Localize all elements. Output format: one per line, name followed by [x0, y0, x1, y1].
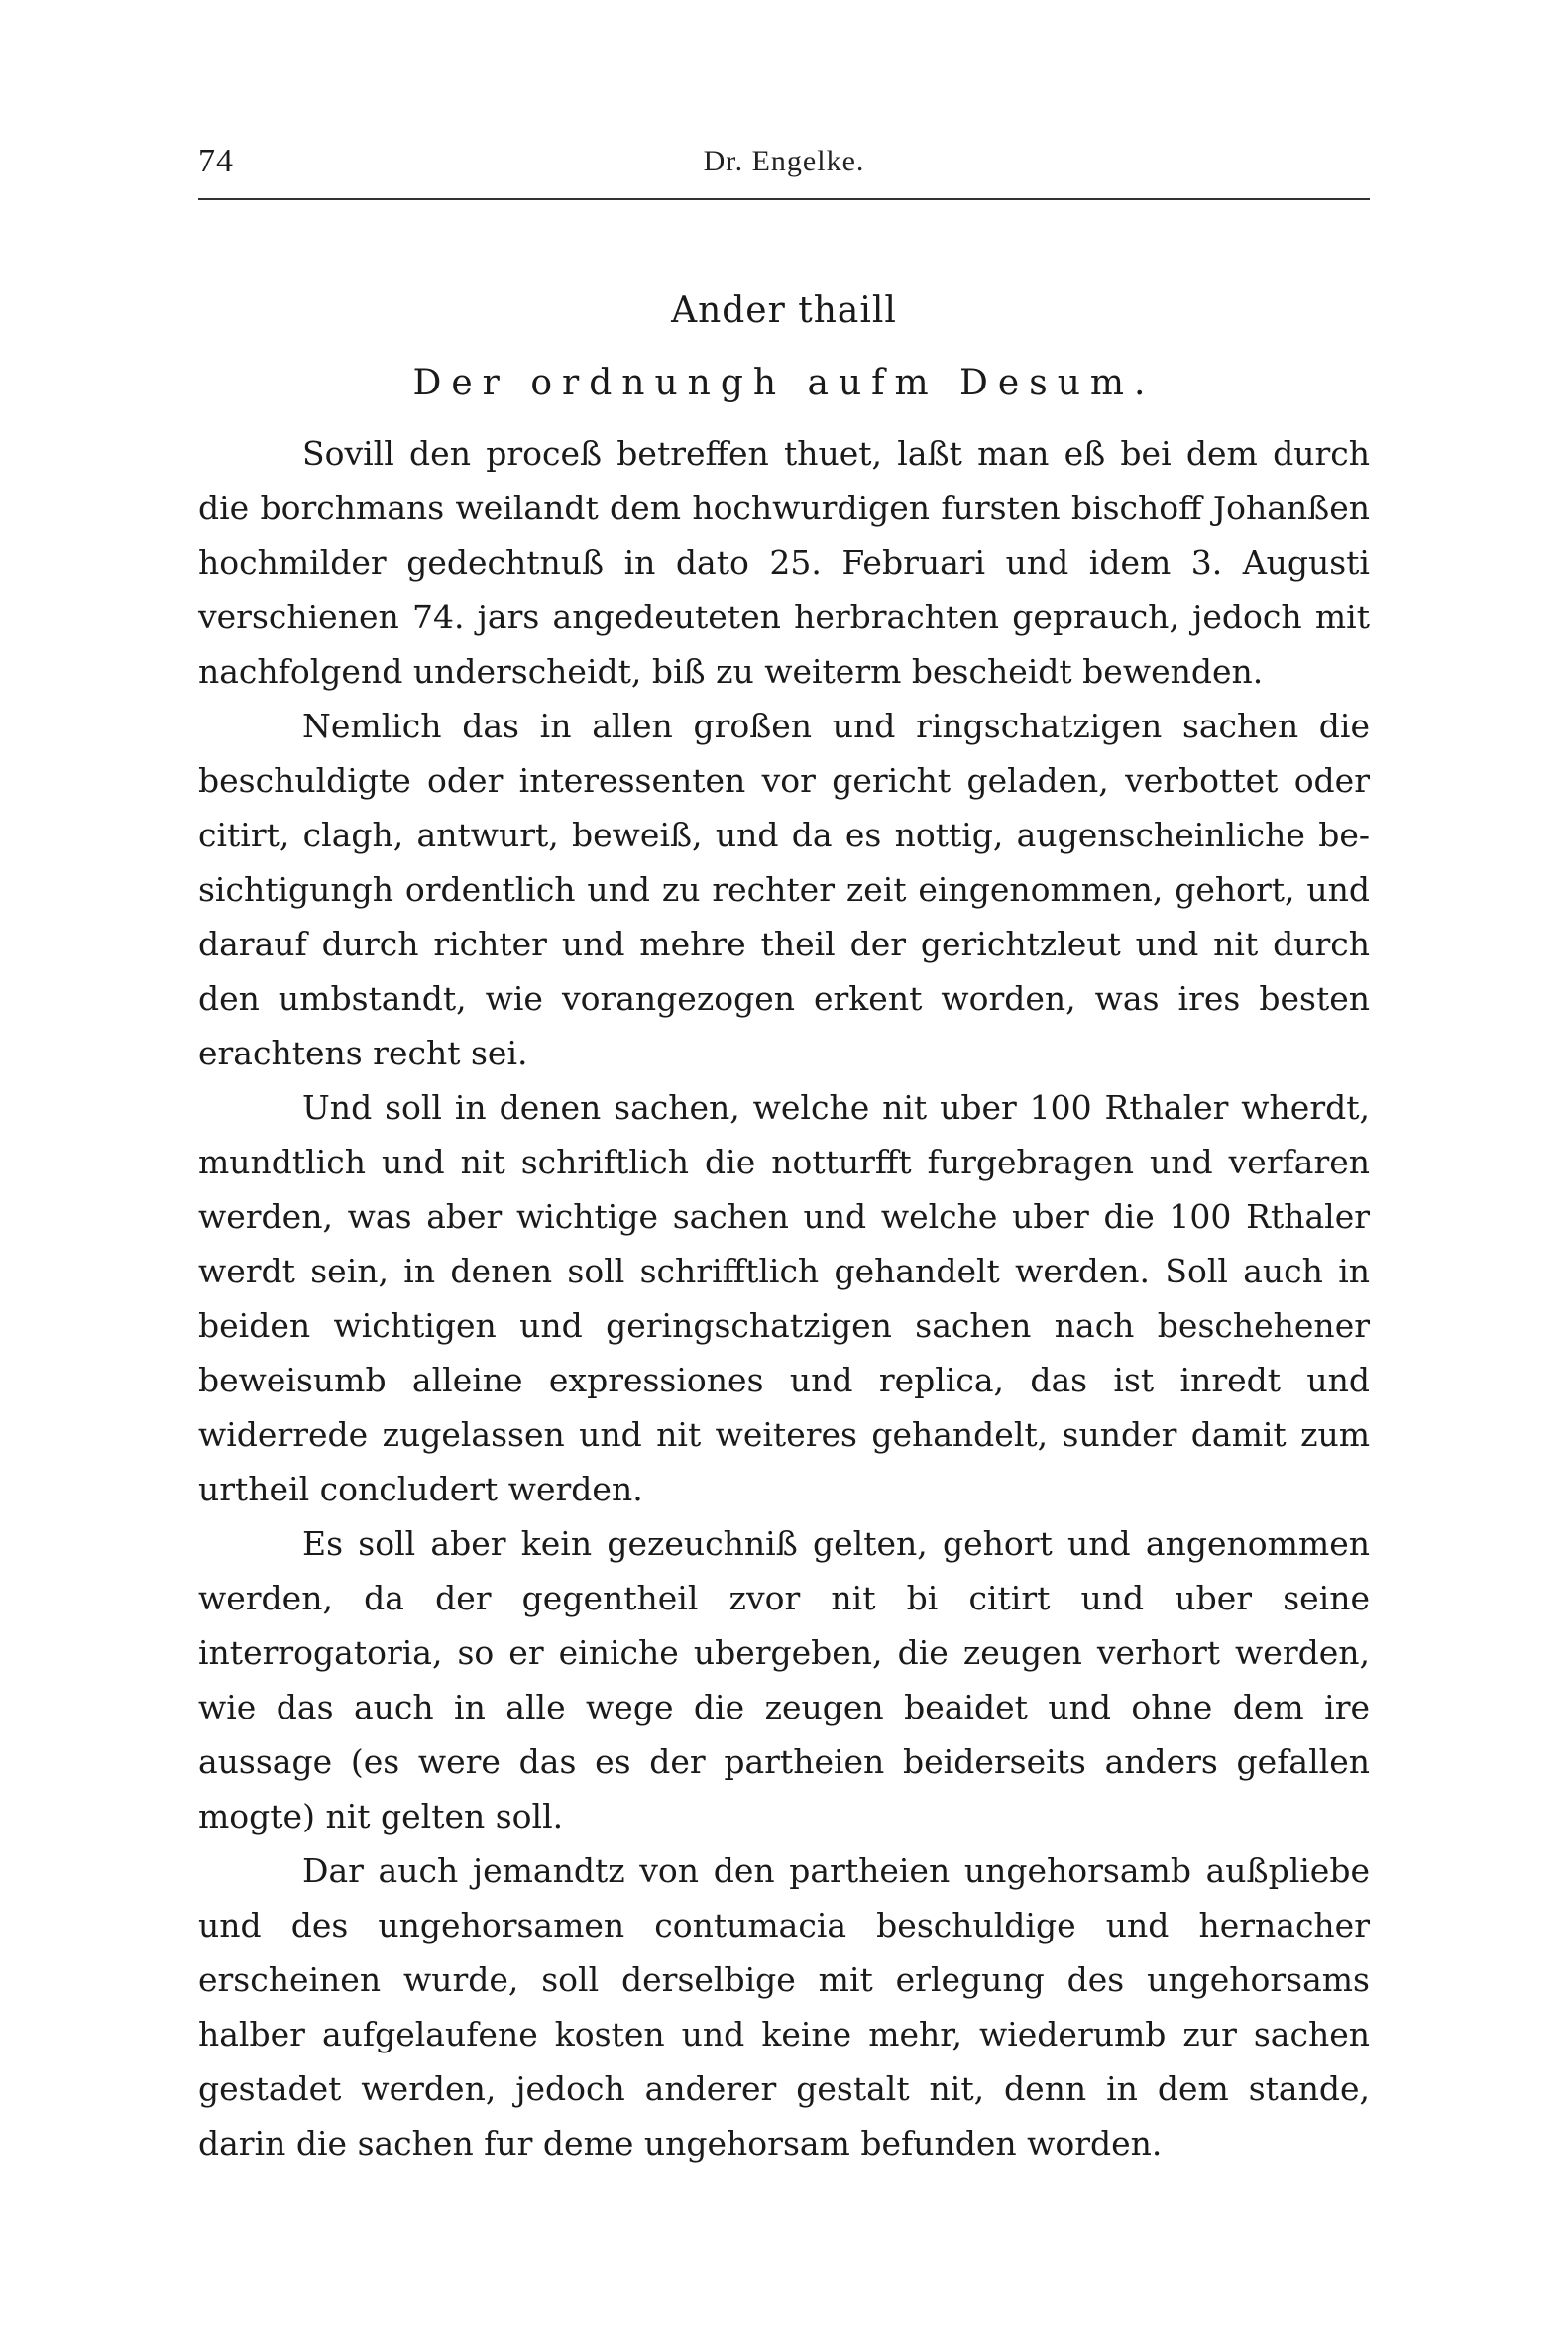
page-header	[198, 139, 1370, 200]
page-number: 74	[198, 143, 234, 179]
paragraph: Sovill den proceß betreffen thuet, laßt man eß bei dem durch die borchmans weilandt dem hochwurdigen fursten bischoff Johanßen hochmilder gedechtnuß in dato 25. Februari und idem 3. Augusti verschienen 74. jars angedeuteten herbrachten geprauch, jedoch mit nachfolgend underscheidt, biß zu weiterm bescheidt bewenden.	[198, 434, 1370, 691]
running-head: Dr. Engelke.	[703, 145, 865, 177]
section-subtitle: Der ordnungh aufm Desum.	[412, 363, 1156, 403]
section-title: Ander thaill	[671, 290, 897, 331]
paragraph: Und soll in denen sachen, welche nit uber 100 Rthaler wherdt, mundtlich und nit schriftlich die notturfft furgebragen und verfaren werden, was aber wichtige sachen und welche uber die 100 Rthaler werdt sein, in denen soll schrifftlich gehandelt werden. Soll auch in beiden wichtigen und geringschatzigen sachen nach beschehener beweisumb alleine expressiones und replica, das ist inredt und widerrede zugelassen und nit weiteres gehandelt, sunder damit zum urtheil concludert werden.	[198, 1088, 1370, 1508]
paragraph: Nemlich das in allen großen und ringschatzigen sachen die beschuldigte oder interessenten vor gericht geladen, verbottet oder citirt, clagh, antwurt, beweiß, und da es nottig, augenscheinliche besichtigungh ordentlich und zu rechter zeit eingenommen, gehort, und darauf durch richter und mehre theil der gerichtzleut und nit durch den umbstandt, wie vorangezogen erkent worden, was ires besten erachtens recht sei.	[198, 707, 1370, 1072]
paragraph: Es soll aber kein gezeuchniß gelten, gehort und angenommen werden, da der gegentheil zvor nit bi citirt und uber seine interrogatoria, so er einiche ubergeben, die zeugen verhort werden, wie das auch in alle wege die zeugen beaidet und ohne dem ire aussage (es were das es der partheien beiderseits anders gefallen mogte) nit gelten soll.	[198, 1524, 1370, 1835]
paragraph: Dar auch jemandtz von den partheien ungehorsamb außpliebe und des ungehorsamen contumacia beschuldige und hernacher erscheinen wurde, soll derselbige mit erlegung des ungehorsams halber aufgelaufene kosten und keine mehr, wiederumb zur sachen gestadet werden, jedoch anderer gestalt nit, denn in dem stande, darin die sachen fur deme ungehorsam befunden worden.	[198, 1851, 1370, 2163]
body-text	[198, 426, 1370, 2170]
